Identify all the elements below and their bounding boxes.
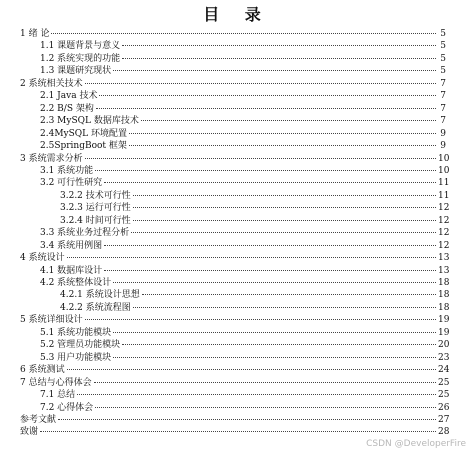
dot-leader <box>104 270 436 271</box>
dot-leader <box>141 120 436 121</box>
toc-entry[interactable] <box>40 278 450 289</box>
toc-entry-title: 4.2.2 系统流程图 <box>60 302 131 313</box>
toc-entry-title: 7.1 总结 <box>40 390 76 401</box>
toc-entry-title: 2.4MySQL 环境配置 <box>40 128 127 139</box>
toc-entry[interactable] <box>40 402 450 414</box>
toc-entry-page-number: 26 <box>438 402 450 413</box>
toc-entry-title: 2.2 B/S 架构 <box>40 103 94 114</box>
dot-leader <box>113 357 436 358</box>
toc-entry[interactable] <box>60 203 450 214</box>
toc-entry-page-number: 11 <box>438 178 450 189</box>
toc-entry-title: 5.1 系统功能模块 <box>40 327 112 338</box>
toc-entry[interactable] <box>40 54 446 65</box>
toc-entry-title: 3.2.2 技术可行性 <box>60 190 131 201</box>
toc-entry-title: 3.1 系统功能 <box>40 165 94 176</box>
toc-entry-page-number: 13 <box>438 265 450 276</box>
toc-entry[interactable] <box>20 79 446 90</box>
dot-leader <box>67 369 436 370</box>
toc-entry-page-number: 9 <box>440 141 446 152</box>
toc-entry-page-number: 12 <box>438 228 450 239</box>
toc-entry[interactable] <box>40 265 450 277</box>
toc-title: 目 录 <box>203 5 271 24</box>
toc-entry-title: 参考文献 <box>20 414 57 425</box>
dot-leader <box>58 419 436 420</box>
toc-entry[interactable] <box>20 414 450 426</box>
dot-leader <box>129 133 436 134</box>
toc-entry-title: 3.3 系统业务过程分析 <box>40 228 130 239</box>
toc-entry-title: 5 系统详细设计 <box>20 315 83 326</box>
toc-entry[interactable] <box>40 340 450 351</box>
toc-entry[interactable] <box>40 352 450 364</box>
toc-entry-page-number: 12 <box>438 215 450 226</box>
toc-entry-page-number: 11 <box>438 190 450 201</box>
dot-leader <box>133 307 436 308</box>
toc-entry[interactable] <box>40 116 446 127</box>
toc-entry-title: 1 绪 论 <box>20 29 50 39</box>
dot-leader <box>113 70 436 71</box>
toc-entry-title: 3.4 系统用例图 <box>40 240 103 251</box>
toc-entry-title: 5.3 用户功能模块 <box>40 352 112 363</box>
toc-entry-title: 3.2.4 时间可行性 <box>60 215 131 226</box>
toc-entry-page-number: 10 <box>438 165 450 176</box>
toc-entry-page-number: 5 <box>440 41 446 52</box>
toc-entry-title: 2.1 Java 技术 <box>40 91 98 102</box>
toc-entry-page-number: 28 <box>438 427 450 438</box>
toc-entry-page-number: 5 <box>440 29 446 39</box>
toc-entry-title: 5.2 管理员功能模块 <box>40 340 121 351</box>
dot-leader <box>122 344 436 345</box>
dot-leader <box>40 431 436 432</box>
dot-leader <box>99 95 436 96</box>
toc-entry-title: 7.2 心得体会 <box>40 402 94 413</box>
toc-entry-title: 7 总结与心得体会 <box>20 377 92 388</box>
toc-entry-page-number: 20 <box>438 340 450 351</box>
toc-entry[interactable] <box>20 377 450 389</box>
toc-entry-title: 3 系统需求分析 <box>20 153 83 164</box>
dot-leader <box>51 33 436 34</box>
toc-entry-page-number: 18 <box>438 290 450 301</box>
toc-entry-page-number: 23 <box>438 352 450 363</box>
toc-entry[interactable] <box>20 253 450 264</box>
toc-entry[interactable] <box>40 327 450 339</box>
toc-entry-title: 2 系统相关技术 <box>20 78 83 89</box>
dot-leader <box>104 245 436 246</box>
toc-entry-title: 3.2 可行性研究 <box>40 178 103 189</box>
dot-leader <box>96 108 436 109</box>
toc-entry[interactable] <box>20 315 450 326</box>
toc-entry-page-number: 27 <box>438 414 450 425</box>
dot-leader <box>113 332 436 333</box>
toc-entry-title: 3.2.3 运行可行性 <box>60 203 131 214</box>
toc-entry-page-number: 13 <box>438 253 450 264</box>
dot-leader <box>142 294 436 295</box>
toc-entry-title: 4.1 数据库设计 <box>40 265 103 276</box>
toc-entry[interactable] <box>40 129 446 140</box>
toc-entry[interactable] <box>40 390 450 401</box>
toc-entry[interactable] <box>20 29 446 40</box>
toc-entry-title: 1.1 课题背景与意义 <box>40 41 121 52</box>
dot-leader <box>95 170 436 171</box>
toc-entry-page-number: 19 <box>438 327 450 338</box>
toc-entry-page-number: 25 <box>438 377 450 388</box>
toc-entry-page-number: 24 <box>438 365 450 376</box>
toc-entry-title: 致谢 <box>20 427 39 438</box>
toc-entry[interactable] <box>60 215 450 227</box>
dot-leader <box>94 382 436 383</box>
toc-entry-title: 2.5SpringBoot 框架 <box>40 141 127 152</box>
toc-entry-page-number: 5 <box>440 53 446 64</box>
toc-entry-title: 4 系统设计 <box>20 253 65 264</box>
toc-entry-page-number: 12 <box>438 240 450 251</box>
dot-leader <box>133 195 436 196</box>
toc-entry-page-number: 10 <box>438 153 450 164</box>
toc-entry[interactable] <box>40 41 446 52</box>
toc-entry[interactable] <box>20 153 450 165</box>
toc-entry[interactable] <box>60 302 450 314</box>
toc-entry-title: 4.2.1 系统设计思想 <box>60 290 140 301</box>
toc-entry[interactable] <box>40 240 450 252</box>
toc-entry-page-number: 7 <box>440 116 446 127</box>
toc-entry[interactable] <box>40 165 450 177</box>
dot-leader <box>122 58 436 59</box>
toc-entry-title: 4.2 系统整体设计 <box>40 278 112 288</box>
toc-entry-title: 2.3 MySQL 数据库技术 <box>40 116 139 127</box>
toc-entry[interactable] <box>40 104 446 115</box>
dot-leader <box>95 407 436 408</box>
dot-leader <box>131 232 436 233</box>
dot-leader <box>77 394 436 395</box>
dot-leader <box>67 257 436 258</box>
dot-leader <box>85 83 436 84</box>
dot-leader <box>129 145 436 146</box>
toc-entry[interactable] <box>60 190 450 202</box>
toc-entry-title: 6 系统测试 <box>20 365 65 376</box>
toc-entry[interactable] <box>20 427 450 438</box>
toc-entry-page-number: 7 <box>440 78 446 89</box>
toc-entry-page-number: 18 <box>438 302 450 313</box>
toc-entry[interactable] <box>40 66 446 77</box>
dot-leader <box>133 220 436 221</box>
dot-leader <box>85 319 436 320</box>
toc-entry-page-number: 5 <box>440 66 446 77</box>
dot-leader <box>85 158 436 159</box>
toc-entry-page-number: 7 <box>440 91 446 102</box>
dot-leader <box>122 45 436 46</box>
toc-entry[interactable] <box>40 178 450 189</box>
toc-entry[interactable] <box>40 141 446 152</box>
toc-entry-page-number: 12 <box>438 203 450 214</box>
toc-entry-page-number: 19 <box>438 315 450 326</box>
toc-entry-page-number: 7 <box>440 103 446 114</box>
toc-entry[interactable] <box>20 365 450 376</box>
toc-entry-page-number: 25 <box>438 390 450 401</box>
toc-entry[interactable] <box>40 228 450 239</box>
toc-entry-page-number: 9 <box>440 128 446 139</box>
dot-leader <box>113 282 436 283</box>
toc-entry[interactable] <box>60 290 450 301</box>
toc-entry-title: 1.2 系统实现的功能 <box>40 53 121 64</box>
dot-leader <box>104 182 436 183</box>
dot-leader <box>133 207 436 208</box>
watermark-text: CSDN @DeveloperFire <box>366 439 466 449</box>
toc-entry-title: 1.3 课题研究现状 <box>40 66 112 77</box>
toc-entry-page-number: 18 <box>438 278 450 288</box>
toc-entry[interactable] <box>40 91 446 102</box>
